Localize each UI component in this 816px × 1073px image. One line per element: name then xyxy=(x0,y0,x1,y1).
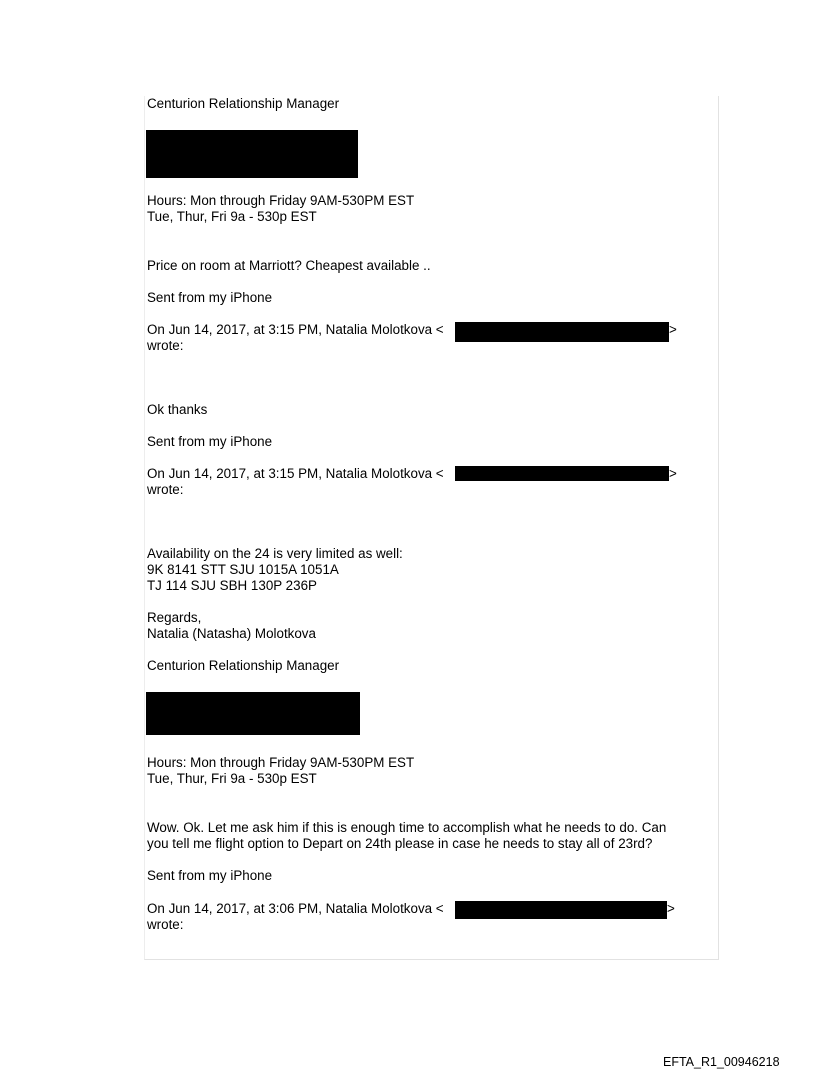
quote-header: On Jun 14, 2017, at 3:06 PM, Natalia Molotkova < xyxy=(147,901,444,916)
redaction-block xyxy=(455,322,669,342)
redaction-block xyxy=(455,466,669,481)
hours-line: Hours: Mon through Friday 9AM-530PM EST xyxy=(147,193,415,208)
email-bracket: > xyxy=(667,901,675,916)
sent-from-line: Sent from my iPhone xyxy=(147,434,273,449)
flight-line: TJ 114 SJU SBH 130P 236P xyxy=(147,578,317,593)
email-bracket: > xyxy=(669,466,677,481)
redaction-block xyxy=(455,901,667,919)
signature-title: Centurion Relationship Manager xyxy=(147,96,340,111)
quote-header: On Jun 14, 2017, at 3:15 PM, Natalia Molotkova < xyxy=(147,466,444,481)
quote-header-wrote: wrote: xyxy=(147,917,184,932)
message-text: Price on room at Marriott? Cheapest available .. xyxy=(147,258,431,273)
closing-line: Regards, xyxy=(147,610,202,625)
quote-header-wrote: wrote: xyxy=(147,482,184,497)
sender-name: Natalia (Natasha) Molotkova xyxy=(147,626,316,641)
message-text-2: you tell me flight option to Depart on 24th please in case he needs to stay all of 23rd? xyxy=(147,836,653,851)
message-text: Ok thanks xyxy=(147,402,208,417)
signature-title: Centurion Relationship Manager xyxy=(147,658,340,673)
hours-line-2: Tue, Thur, Fri 9a - 530p EST xyxy=(147,771,317,786)
hours-line-2: Tue, Thur, Fri 9a - 530p EST xyxy=(147,209,317,224)
hours-line: Hours: Mon through Friday 9AM-530PM EST xyxy=(147,755,415,770)
document-id-footer: EFTA_R1_00946218 xyxy=(663,1055,780,1069)
email-bracket: > xyxy=(669,322,677,337)
flight-line: 9K 8141 STT SJU 1015A 1051A xyxy=(147,562,339,577)
message-text: Availability on the 24 is very limited as well: xyxy=(147,546,403,561)
redaction-block xyxy=(146,692,360,735)
sent-from-line: Sent from my iPhone xyxy=(147,868,273,883)
sent-from-line: Sent from my iPhone xyxy=(147,290,273,305)
quote-header: On Jun 14, 2017, at 3:15 PM, Natalia Molotkova < xyxy=(147,322,444,337)
message-text: Wow. Ok. Let me ask him if this is enough time to accomplish what he needs to do. Can xyxy=(147,820,667,835)
quote-header-wrote: wrote: xyxy=(147,338,184,353)
redaction-block xyxy=(146,130,358,178)
